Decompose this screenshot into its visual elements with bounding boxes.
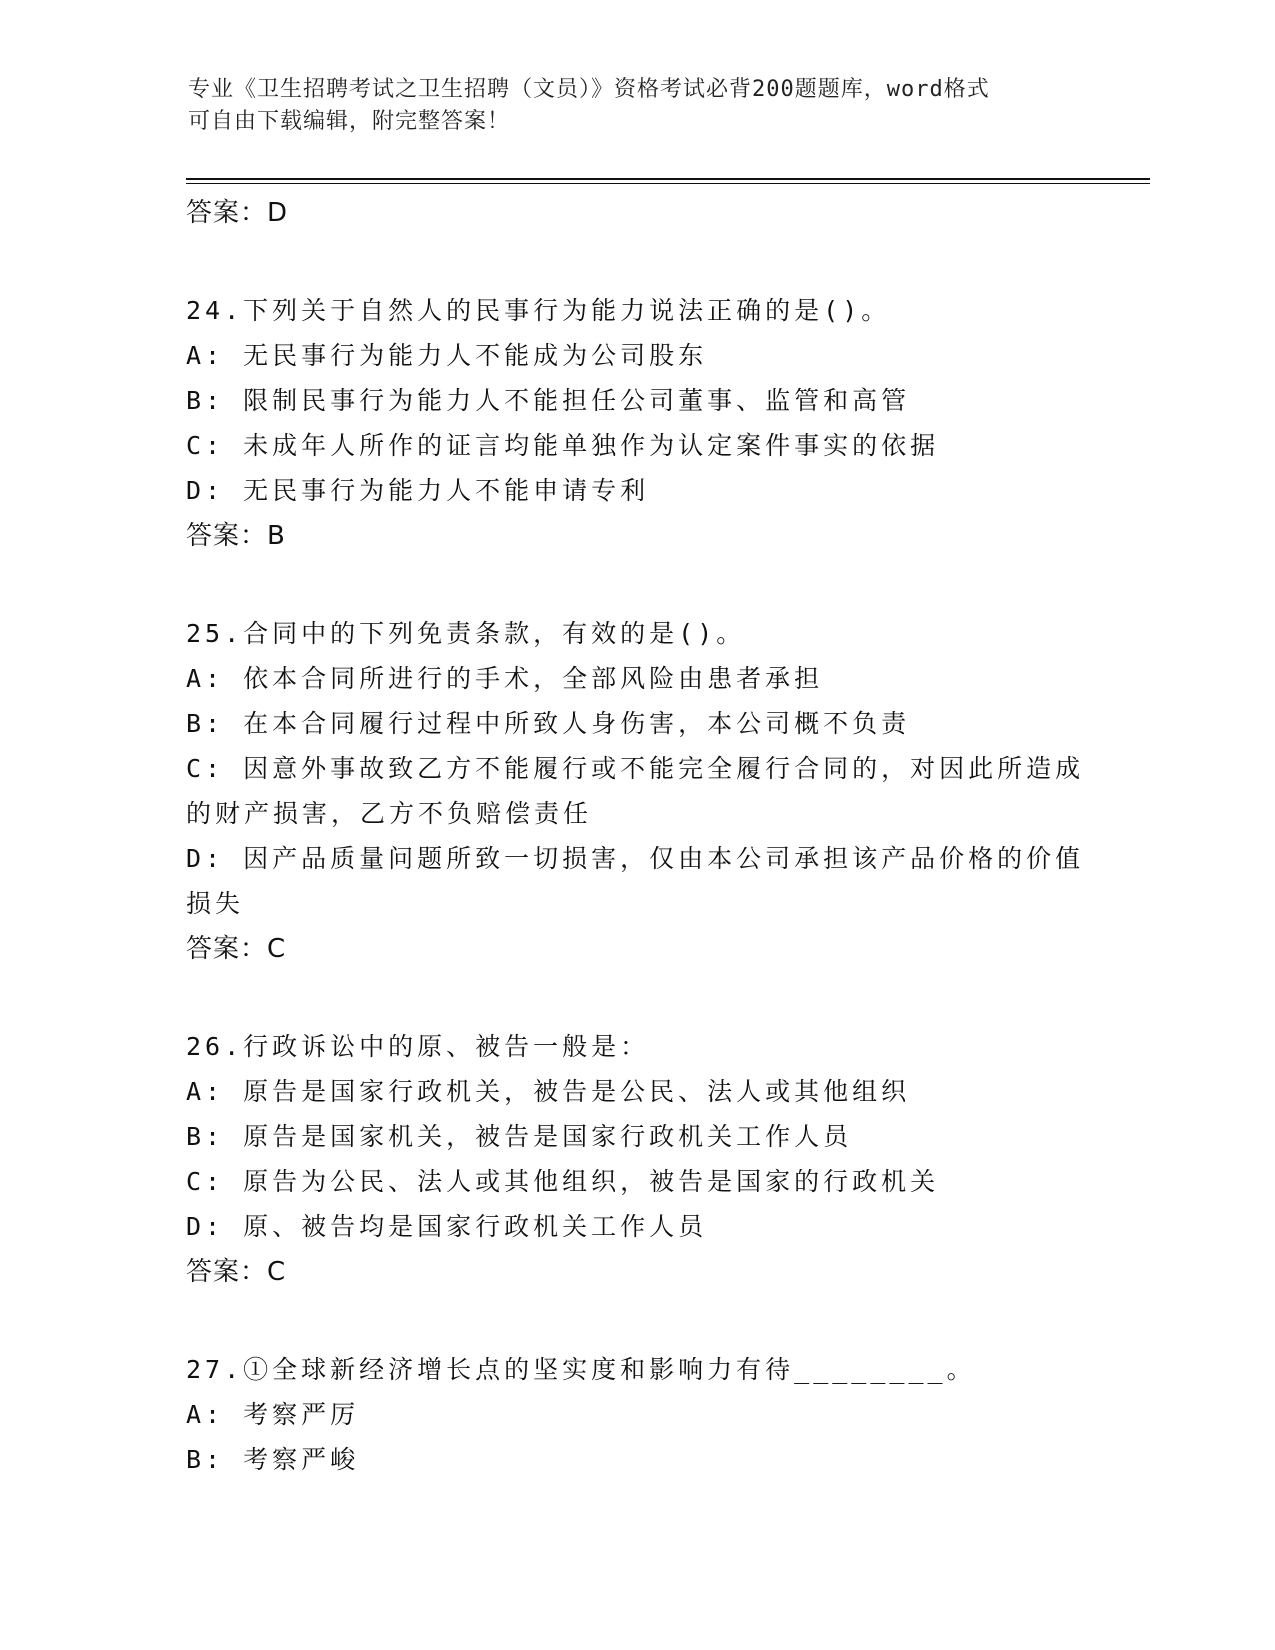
option-c: C: 未成年人所作的证言均能单独作为认定案件事实的依据 xyxy=(186,431,940,460)
option-a: A: 考察严厉 xyxy=(186,1400,360,1429)
question-text: 27.①全球新经济增长点的坚实度和影响力有待________。 xyxy=(186,1355,976,1384)
header-divider-thin xyxy=(186,183,1150,184)
option-c: C: 因意外事故致乙方不能履行或不能完全履行合同的，对因此所造成的财产损害，乙方不负赔偿责任 xyxy=(186,754,1085,828)
question-25 xyxy=(186,611,1086,972)
header-line-1: 专业《卫生招聘考试之卫生招聘（文员）》资格考试必背200题题库，word格式 xyxy=(188,77,990,102)
option-d: D: 原、被告均是国家行政机关工作人员 xyxy=(186,1212,708,1241)
document-header xyxy=(188,74,1068,138)
answer-line: 答案：C xyxy=(186,1257,287,1287)
spacer xyxy=(186,972,1086,1024)
option-a: A: 原告是国家行政机关，被告是公民、法人或其他组织 xyxy=(186,1077,911,1106)
answer-line: 答案：D xyxy=(186,198,289,228)
option-d: D: 因产品质量问题所致一切损害，仅由本公司承担该产品价格的价值损失 xyxy=(186,844,1085,918)
spacer xyxy=(186,559,1086,611)
option-d: D: 无民事行为能力人不能申请专利 xyxy=(186,476,650,505)
question-27 xyxy=(186,1347,1086,1482)
spacer xyxy=(186,236,1086,288)
question-24 xyxy=(186,288,1086,559)
option-b: B: 在本合同履行过程中所致人身伤害，本公司概不负责 xyxy=(186,709,911,738)
question-text: 26.行政诉讼中的原、被告一般是： xyxy=(186,1032,650,1061)
answer-line: 答案：B xyxy=(186,521,286,551)
option-b: B: 限制民事行为能力人不能担任公司董事、监管和高管 xyxy=(186,386,911,415)
option-a: A: 无民事行为能力人不能成为公司股东 xyxy=(186,341,708,370)
question-text: 24.下列关于自然人的民事行为能力说法正确的是()。 xyxy=(186,296,891,325)
header-line-2: 可自由下载编辑，附完整答案！ xyxy=(188,109,511,134)
answer-line: 答案：C xyxy=(186,934,287,964)
option-b: B: 原告是国家机关，被告是国家行政机关工作人员 xyxy=(186,1122,853,1151)
question-26 xyxy=(186,1024,1086,1295)
question-list xyxy=(186,190,1086,1482)
option-c: C: 原告为公民、法人或其他组织，被告是国家的行政机关 xyxy=(186,1167,940,1196)
question-text: 25.合同中的下列免责条款，有效的是()。 xyxy=(186,619,746,648)
option-b: B: 考察严峻 xyxy=(186,1445,360,1474)
option-a: A: 依本合同所进行的手术，全部风险由患者承担 xyxy=(186,664,824,693)
header-divider-thick xyxy=(186,178,1150,180)
spacer xyxy=(186,1295,1086,1347)
